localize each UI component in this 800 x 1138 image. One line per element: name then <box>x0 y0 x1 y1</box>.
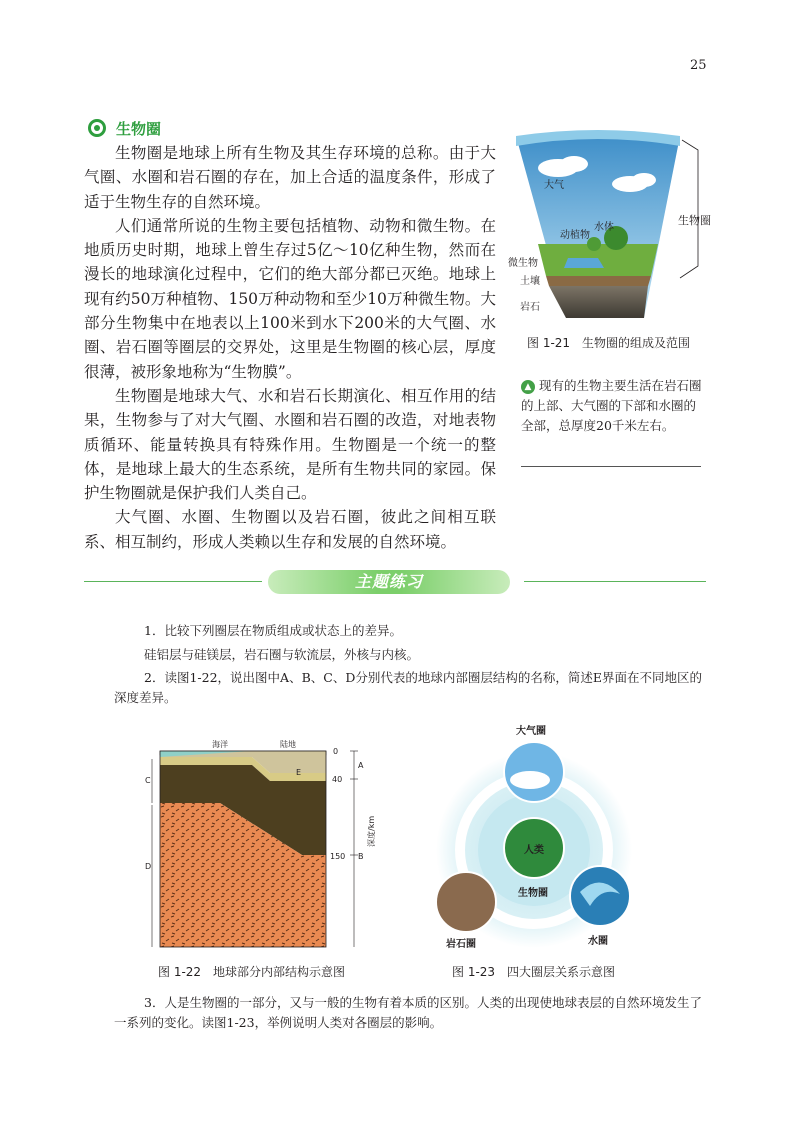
cloud-shape <box>510 771 550 789</box>
body-text <box>84 141 496 554</box>
label-biosphere: 生物圈 <box>518 888 548 899</box>
label-hydrosphere: 水圈 <box>588 936 608 947</box>
label-atmosphere: 大气 <box>544 180 564 191</box>
rock-layer <box>549 286 648 318</box>
label-land: 陆地 <box>280 740 296 749</box>
lithosphere-sphere <box>436 872 496 932</box>
label-human: 人类 <box>524 845 544 856</box>
label-lithosphere: 岩石圈 <box>446 939 476 950</box>
side-note-text: 现有的生物主要生活在岩石圈的上部、大气圈的下部和水圈的全部，总厚度20千米左右。 <box>521 378 702 433</box>
label-biosphere: 生物圈 <box>678 214 711 227</box>
label-atmosphere: 大气圈 <box>516 726 546 737</box>
depth-axis-label: 深度/km <box>367 815 376 847</box>
exercise-q1-items: 硅铝层与硅镁层，岩石圈与软流层，外核与内核。 <box>144 647 420 662</box>
figure-1-23-spheres-diagram <box>430 722 640 952</box>
label-water: 水体 <box>594 222 614 233</box>
label-e: E <box>296 768 302 777</box>
triangle-icon: ▲ <box>521 380 535 394</box>
tick-0: 0 <box>333 747 339 756</box>
page-number: 25 <box>690 58 707 73</box>
figure-1-23-caption: 图 1-23 四大圈层关系示意图 <box>452 965 616 979</box>
paragraph: 大气圈、水圈、生物圈以及岩石圈，彼此之间相互联系、相互制约，形成人类赖以生存和发展的自然环境。 <box>84 508 496 551</box>
figure-1-21-caption: 图 1-21 生物圈的组成及范围 <box>527 336 691 350</box>
label-b: B <box>358 852 364 861</box>
banner-line-left <box>84 581 262 582</box>
label-ocean: 海洋 <box>212 740 228 749</box>
label-d: D <box>145 862 152 871</box>
exercise-q1: 1．比较下列圈层在物质组成或状态上的差异。 <box>144 623 402 638</box>
water-body <box>564 258 604 268</box>
hydrosphere-sphere <box>570 866 630 926</box>
side-note-divider <box>521 466 701 467</box>
banner-line-right <box>524 581 706 582</box>
figure-1-22-caption: 图 1-22 地球部分内部结构示意图 <box>158 965 346 979</box>
cloud-shape <box>632 173 656 187</box>
cloud-shape <box>560 156 588 172</box>
label-soil: 土壤 <box>520 276 540 287</box>
label-rock: 岩石 <box>520 302 540 313</box>
bullet-ring-icon <box>88 119 106 137</box>
paragraph: 生物圈是地球上所有生物及其生存环境的总称。由于大气圈、水圈和岩石圈的存在，加上合适的温度条件，形成了适于生物生存的自然环境。 <box>84 144 496 211</box>
paragraph: 人们通常所说的生物主要包括植物、动物和微生物。在地质历史时期，地球上曾生存过5亿～10亿种生物，然而在漫长的地球演化过程中，它们的绝大部分都已灭绝。地球上现有约50万种植物、150万种动物和至少10万种微生物。大部分生物集中在地表以上100米到水下200米的大气圈、水圈、岩石圈等圈层的交界处，这里是生物圈的核心层，厚度很薄，被形象地称为“生物膜”。 <box>84 216 496 381</box>
exercise-q3: 3．人是生物圈的一部分，又与一般的生物有着本质的区别。人类的出现使地球表层的自然环境发生了一系列的变化。读图1-23，举例说明人类对各圈层的影响。 <box>114 995 702 1030</box>
biosphere-bracket <box>680 140 698 278</box>
tick-150: 150 <box>330 852 346 861</box>
side-note <box>521 376 703 436</box>
exercise-banner-title: 主题练习 <box>354 572 423 591</box>
paragraph: 生物圈是地球大气、水和岩石长期演化、相互作用的结果，生物参与了对大气圈、水圈和岩石圈的改造，对地表物质循环、能量转换具有特殊作用。生物圈是一个统一的整体，是地球上最大的生态系统，是所有生物共同的家园。保护生物圈就是保护我们人类自己。 <box>84 386 496 503</box>
soil-layer <box>546 276 651 286</box>
label-animals-plants: 动植物 <box>560 230 590 241</box>
label-a: A <box>358 761 364 770</box>
label-microbes: 微生物 <box>508 258 538 269</box>
section-title <box>88 118 161 139</box>
label-c: C <box>145 776 151 785</box>
section-title-text: 生物圈 <box>116 120 162 138</box>
tick-40: 40 <box>332 775 343 784</box>
figure-1-22-earth-section <box>130 735 380 960</box>
exercise-q2: 2．读图1-22，说出图中A、B、C、D分别代表的地球内部圈层结构的名称，简述E界面在不同地区的深度差异。 <box>114 670 702 705</box>
